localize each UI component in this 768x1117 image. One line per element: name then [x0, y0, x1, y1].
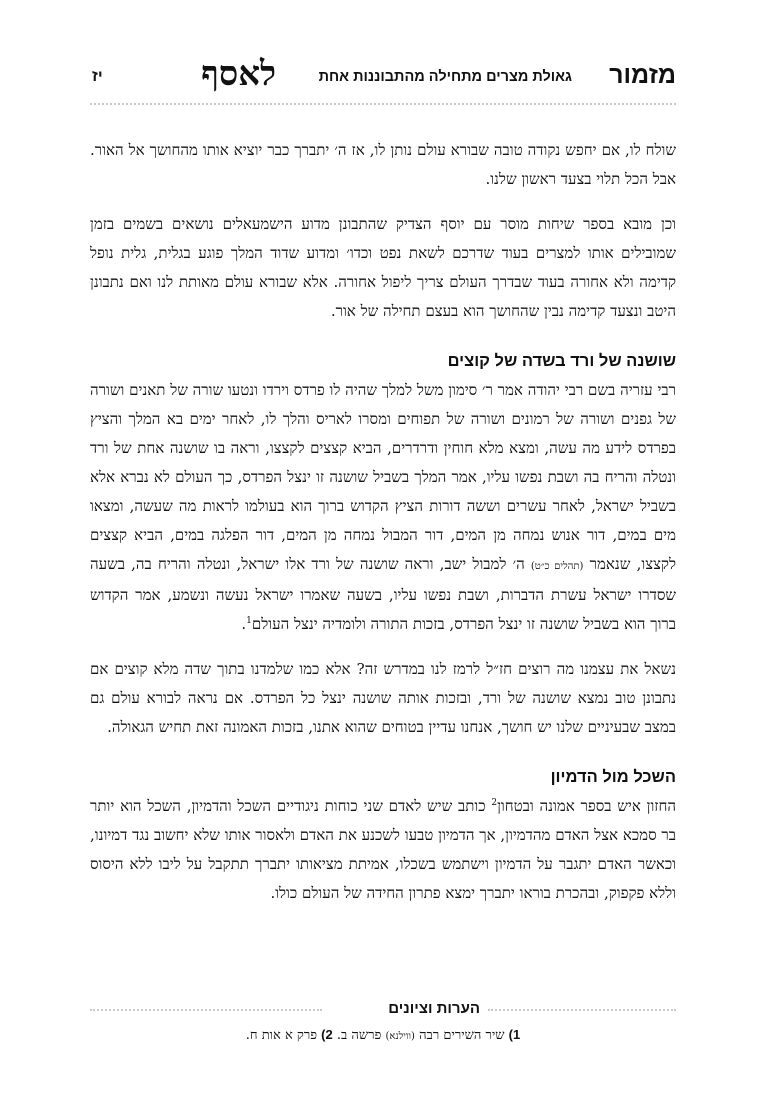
header-divider [90, 103, 676, 105]
footnote-1-number: 1) [508, 1027, 521, 1042]
header-section-name: מזמור [609, 61, 676, 89]
footnote-2-number: 2) [321, 1027, 333, 1042]
paragraph-5-part-b: כותב שיש לאדם שני כוחות ניגודיים השכל והדמיון, השכל הוא יותר בר סמכא אצל האדם מהדמיון, אך הדמיון טבעו לשכנע את האדם ולאסור אותו שלא יחשוב נגד דמיונו, וכאשר האדם יתגבר על הדמיון וישתמש בשכלו, אמיתת מציאותו יתברך תתקבל על ליבו ללא היסוס וללא פקפוק, ובהכרת בוראו יתברך ימצא פתרון החידה של העולם כולו. [90, 797, 676, 902]
paragraph-4: נשאל את עצמנו מה רוצים חז״ל לרמז לנו במדרש זה? אלא כמו שלמדנו בתוך שדה מלא קוצים אם נתבונן טוב נמצא שושנה של ורד, ובזכות אותה שושנה ינצל כל הפרדס. אם נראה לבורא עולם גם במצב שבעיניים שלנו יש חושך, אנחנו עדיין בטוחים שהוא אתנו, בזכות האמונה זאת תחיש הגאולה. [90, 660, 676, 736]
footnote-1-text: שיר השירים רבה [419, 1028, 505, 1043]
paragraph-3-part-a: רבי עזריה בשם רבי יהודה אמר ר׳ סימון משל למלך שהיה לו פרדס וירדו ונטעו שורה של תאנים ושורה של גפנים ושורה של רמונים ושורה של תפוחים ומסרו לאריס והלך לו, לאחר ימים בא המלך והציץ בפרדס לידע מה עשה, ומצא מלא חוחין ודרדרים, הביא קצצים לקצצו, וראה בו שושנה אחת של ורד ונטלה והריח בה ושבת נפשו עליו, אמר המלך בשביל שושנה זו ינצל הפרדס, כך העולם לא נברא אלא בשביל ישראל, לאחר עשרים וששה דורות הציץ הקדוש ברוך הוא בעולמו לראות מה שעשה, ומצאו מים במים, דור אנוש נמחה מן המים, דור המבול נמחה מן המים, דור הפלגה במים, הביא קצצים לקצצו, שנאמר [90, 381, 676, 573]
section-heading-intellect: השכל מול הדמיון [550, 768, 676, 786]
paragraph-5-part-a: החזון איש בספר אמונה ובטחון [497, 797, 676, 815]
section-heading-rose: שושנה של ורד בשדה של קוצים [447, 352, 676, 370]
header-title: לאסף [201, 56, 276, 93]
paragraph-2: וכן מובא בספר שיחות מוסר עם יוסף הצדיק שהתבונן מדוע הישמעאלים נושאים בשמים בזמן שמובילים אותו למצרים בעוד שדרכם לשאת נפט וכדו׳ ומדוע שדוד המלך פוגע בגלית, גלית נופל קדימה ולא אחורה בעוד שבדרך העולם צריך ליפול אחורה. אלא שבורא עולם מאותת לנו ואם נתבונן היטב ונצעד קדימה נבין שהחושך הוא בעצם תחילה של אור. [90, 215, 676, 320]
footnote-1-edition: (ווילנא) [385, 1031, 415, 1042]
paragraph-3 [90, 376, 676, 639]
notes-title: הערות וציונים [388, 1000, 480, 1017]
page-number: יז [92, 68, 103, 85]
paragraph-5 [90, 792, 676, 908]
notes-header [90, 997, 676, 1021]
notes-divider-left [90, 1009, 322, 1011]
footnote-marker-2[interactable]: 2 [491, 798, 498, 808]
paragraph-3-part-b: ה׳ למבול ישב, וראה שושנה של ורד אלו ישראל, ונטלה והריח בה, בשעה שסדרו ישראל עשרת הדברות, ושבת נפשו עליו, בשעה שאמרו ישראל נעשה ונשמע, אמר הקדוש ברוך הוא בשביל שושנה זו ינצל הפרדס, בזכות התורה ולומדיה ינצל העולם [90, 555, 676, 633]
notes-divider-right [488, 1009, 676, 1011]
header-subtitle: גאולת מצרים מתחילה מהתבוננות אחת [318, 69, 572, 85]
scripture-reference: (תהלים כ״ט) [530, 561, 584, 572]
footnotes [90, 1025, 676, 1047]
paragraph-1: שולח לו, אם יחפש נקודה טובה שבורא עולם נותן לו, אז ה׳ יתברך כבר יוציא אותו מהחושך אל האור. אבל הכל תלוי בצעד ראשון שלנו. [90, 141, 676, 188]
paragraph-3-end: . [241, 615, 247, 633]
footnote-2-text: פרק א אות ח. [245, 1028, 318, 1043]
main-text [90, 136, 676, 924]
running-header [90, 58, 676, 98]
footnote-marker-1[interactable]: 1 [246, 616, 252, 626]
footnote-1-text-2: פרשה ב. [336, 1028, 382, 1043]
